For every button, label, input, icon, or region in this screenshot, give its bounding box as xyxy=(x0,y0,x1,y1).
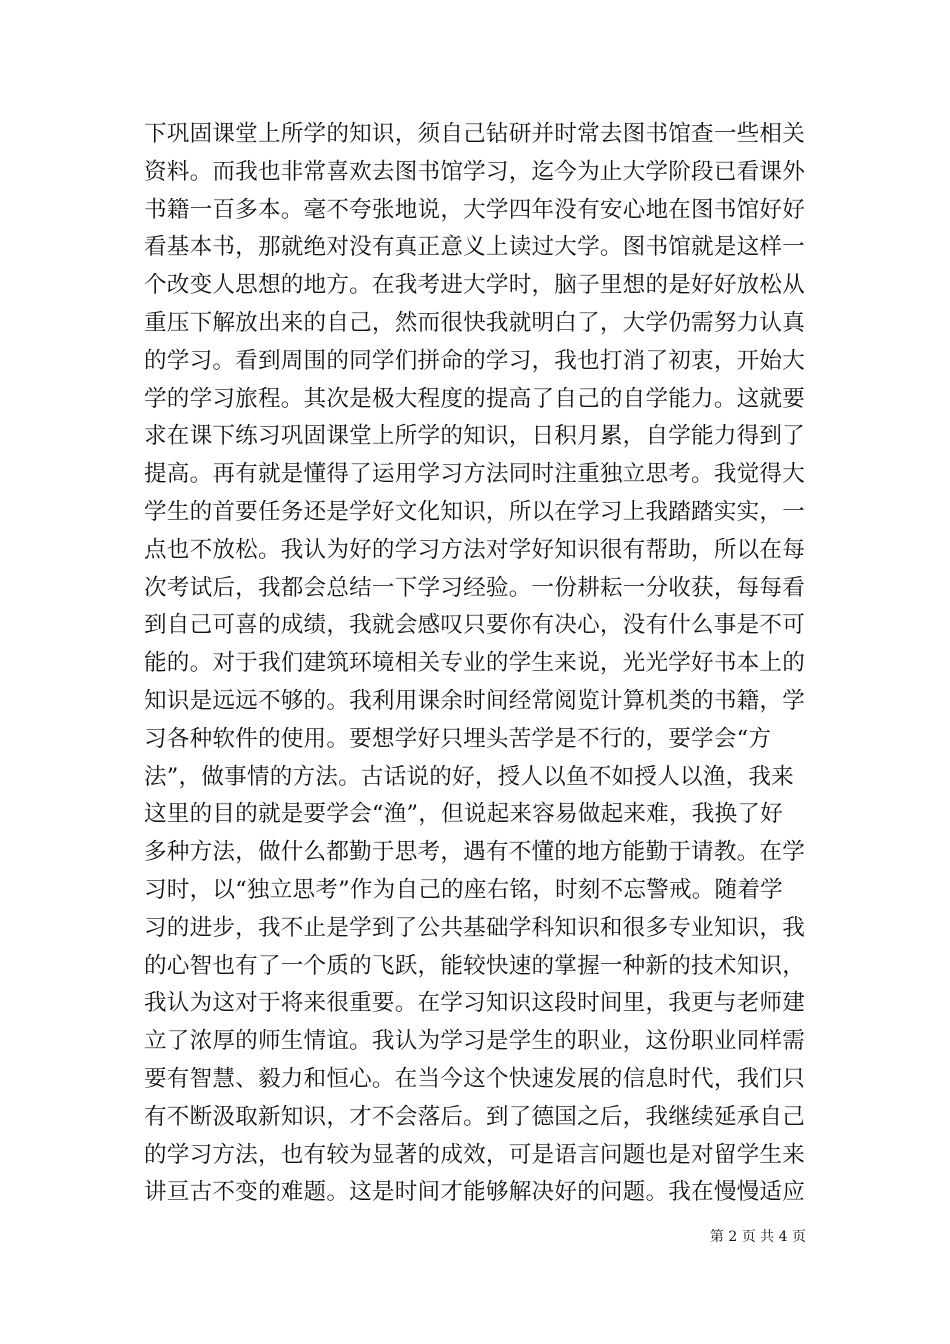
text-line: 多种方法，做什么都勤于思考，遇有不懂的地方能勤于请教。在学 xyxy=(144,839,806,866)
text-line: 提高。再有就是懂得了运用学习方法同时注重独立思考。我觉得大 xyxy=(144,461,806,488)
text-line: 的心智也有了一个质的飞跃，能较快速的掌握一种新的技术知识， xyxy=(144,952,806,979)
text-line: 讲亘古不变的难题。这是时间才能够解决好的问题。我在慢慢适应 xyxy=(144,1179,806,1206)
text-line: 点也不放松。我认为好的学习方法对学好知识很有帮助，所以在每 xyxy=(144,536,806,563)
text-line: 学的学习旅程。其次是极大程度的提高了自己的自学能力。这就要 xyxy=(144,385,806,412)
text-line: 次考试后，我都会总结一下学习经验。一份耕耘一分收获，每每看 xyxy=(144,574,806,601)
text-line: 学生的首要任务还是学好文化知识，所以在学习上我踏踏实实，一 xyxy=(144,498,806,525)
text-line: 资料。而我也非常喜欢去图书馆学习，迄今为止大学阶段已看课外 xyxy=(144,158,806,185)
text-line: 这里的目的就是要学会“渔”，但说起来容易做起来难，我换了好 xyxy=(144,801,783,828)
text-line: 个改变人思想的地方。在我考进大学时，脑子里想的是好好放松从 xyxy=(144,272,806,299)
text-line: 立了浓厚的师生情谊。我认为学习是学生的职业，这份职业同样需 xyxy=(144,1028,806,1055)
text-line: 习各种软件的使用。要想学好只埋头苦学是不行的，要学会“方 xyxy=(144,725,772,752)
text-line: 的学习。看到周围的同学们拼命的学习，我也打消了初衷，开始大 xyxy=(144,347,806,374)
text-line: 要有智慧、毅力和恒心。在当今这个快速发展的信息时代，我们只 xyxy=(144,1065,806,1092)
page-number-footer: 第 2 页 共 4 页 xyxy=(709,1229,806,1245)
text-line: 我认为这对于将来很重要。在学习知识这段时间里，我更与老师建 xyxy=(144,990,806,1017)
text-line: 有不断汲取新知识，才不会落后。到了德国之后，我继续延承自己 xyxy=(144,1103,806,1130)
text-line: 看基本书，那就绝对没有真正意义上读过大学。图书馆就是这样一 xyxy=(144,234,806,261)
text-line: 法”，做事情的方法。古话说的好，授人以鱼不如授人以渔，我来 xyxy=(144,763,794,790)
text-line: 下巩固课堂上所学的知识，须自己钻研并时常去图书馆查一些相关 xyxy=(144,121,806,147)
text-line: 书籍一百多本。毫不夸张地说，大学四年没有安心地在图书馆好好 xyxy=(144,196,806,223)
text-line: 知识是远远不够的。我利用课余时间经常阅览计算机类的书籍，学 xyxy=(144,687,806,714)
text-line: 的学习方法，也有较为显著的成效，可是语言问题也是对留学生来 xyxy=(144,1141,806,1168)
text-line: 能的。对于我们建筑环境相关专业的学生来说，光光学好书本上的 xyxy=(144,650,806,677)
text-line: 到自己可喜的成绩，我就会感叹只要你有决心，没有什么事是不可 xyxy=(144,612,806,639)
body-paragraph xyxy=(144,116,814,1212)
text-line: 重压下解放出来的自己，然而很快我就明白了，大学仍需努力认真 xyxy=(144,309,806,336)
text-line: 习时，以“独立思考”作为自己的座右铭，时刻不忘警戒。随着学 xyxy=(144,876,783,903)
text-line: 习的进步，我不止是学到了公共基础学科知识和很多专业知识，我 xyxy=(144,914,806,941)
text-line: 求在课下练习巩固课堂上所学的知识，日积月累，自学能力得到了 xyxy=(144,423,806,450)
